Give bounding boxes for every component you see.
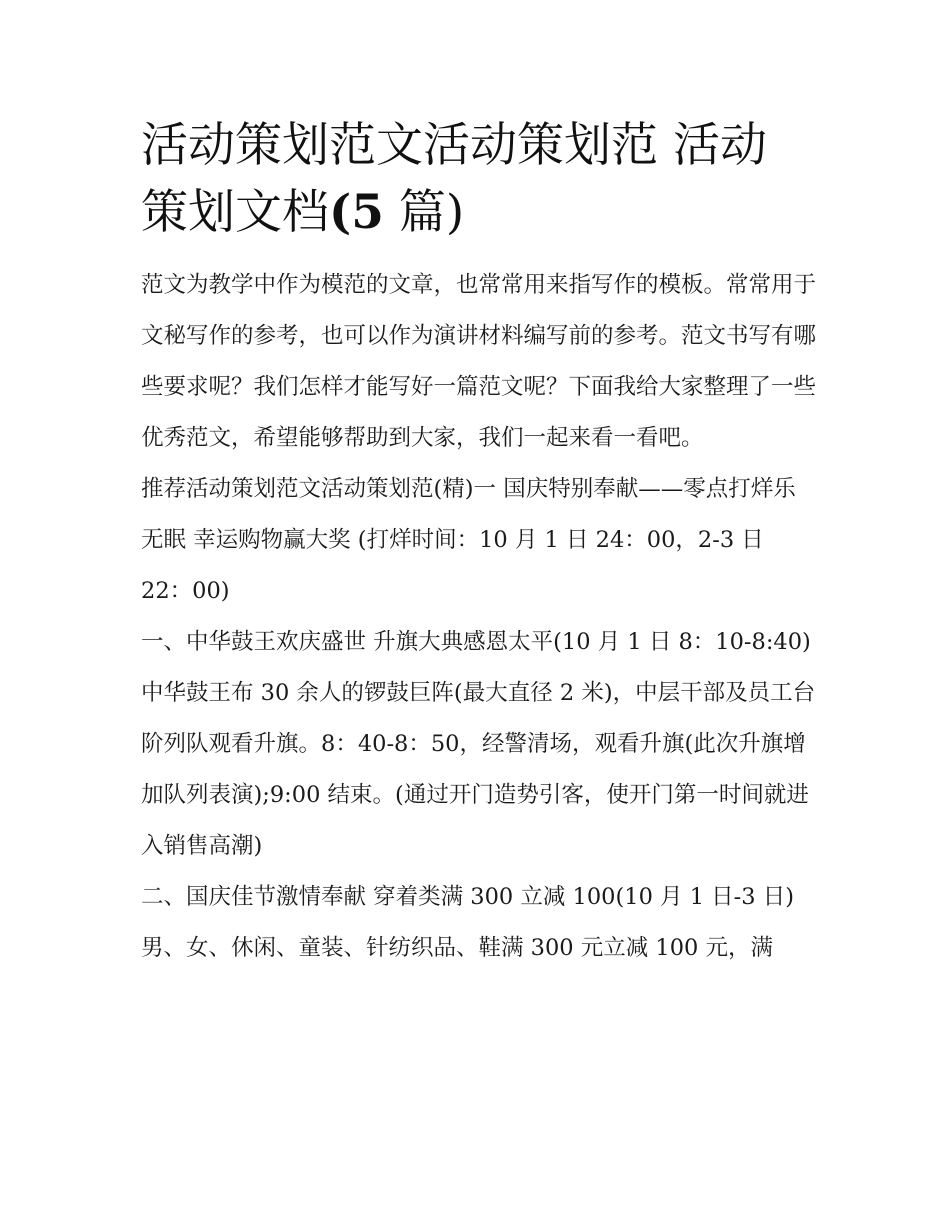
paragraph-section-1-body: 中华鼓王布 30 余人的锣鼓巨阵(最大直径 2 米)，中层干部及员工台阶列队观看升旗。8：40-8：50，经警清场，观看升旗(此次升旗增加队列表演);9:00 结束。(通过开门造势引客，使开门第一时间就进入销售高潮) — [141, 680, 816, 859]
document-body — [141, 260, 816, 974]
title-line-1: 活动策划范文活动策划范 活动 — [141, 118, 767, 173]
title-count: 5 — [351, 185, 384, 240]
paragraph-section-2-heading: 二、国庆佳节激情奉献 穿着类满 300 立减 100(10 月 1 日-3 日) — [141, 884, 795, 910]
paragraph-section-2-body: 男、女、休闲、童装、针纺织品、鞋满 300 元立减 100 元，满 — [141, 935, 774, 961]
title-suffix: 篇) — [383, 185, 465, 240]
paragraph-recommend: 推荐活动策划范文活动策划范(精)一 国庆特别奉献——零点打烊乐无眠 幸运购物赢大奖 (打烊时间：10 月 1 日 24：00，2-3 日 22：00) — [141, 476, 796, 604]
document-content — [141, 112, 816, 974]
title-line-2: 策划文档 — [141, 185, 329, 240]
paragraph-section-1-heading: 一、中华鼓王欢庆盛世 升旗大典感恩太平(10 月 1 日 8：10-8:40) — [141, 629, 811, 655]
title-paren-open: ( — [329, 185, 352, 240]
document-title — [141, 112, 816, 246]
paragraph-intro: 范文为教学中作为模范的文章，也常常用来指写作的模板。常常用于文秘写作的参考，也可以作为演讲材料编写前的参考。范文书写有哪些要求呢？我们怎样才能写好一篇范文呢？下面我给大家整理了一些优秀范文，希望能够帮助到大家，我们一起来看一看吧。 — [141, 272, 817, 451]
